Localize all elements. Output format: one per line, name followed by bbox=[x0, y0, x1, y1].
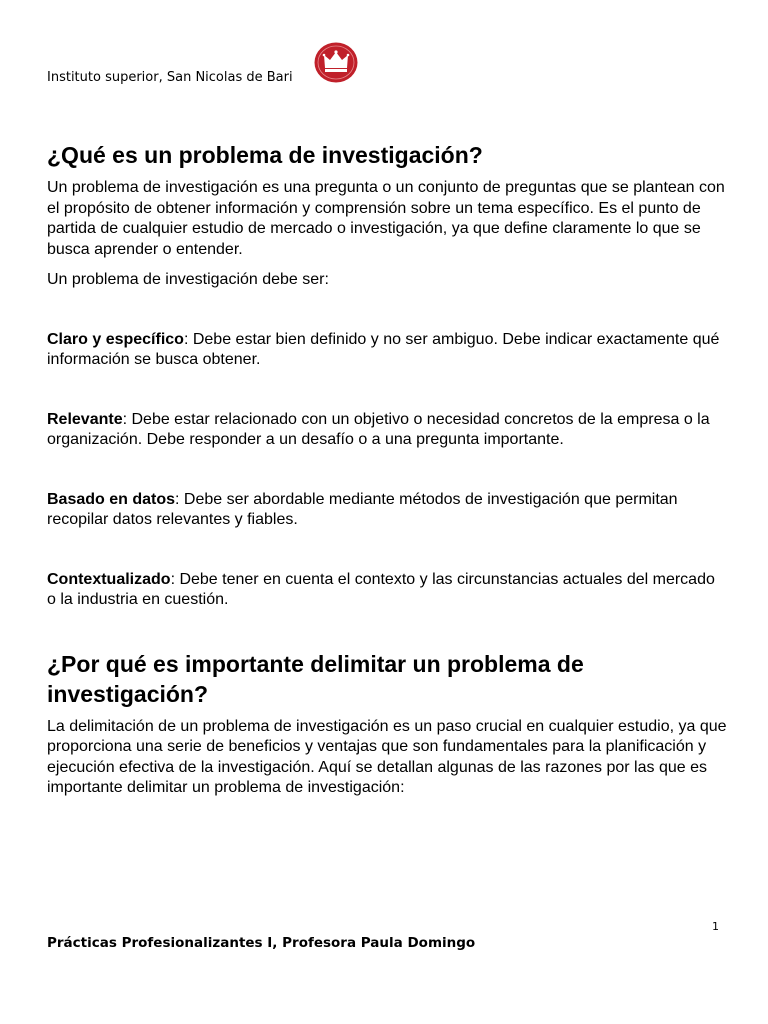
item-text: : Debe tener en cuenta el contexto y las circunstancias actuales del mercado o la industria en cuestión. bbox=[47, 570, 715, 608]
crown-seal-icon bbox=[314, 42, 358, 83]
list-item-basado bbox=[47, 490, 727, 531]
section1-title: ¿Qué es un problema de investigación? bbox=[47, 142, 483, 168]
item-term: Claro y específico bbox=[47, 330, 184, 348]
item-term: Contextualizado bbox=[47, 570, 171, 588]
document-body bbox=[47, 140, 727, 809]
section1-paragraph2: Un problema de investigación debe ser: bbox=[47, 271, 329, 288]
section2-paragraph1: La delimitación de un problema de investigación es un paso crucial en cualquier estudio, ya que proporciona una serie de beneficios y ventajas que son fundamentales para la planificación y ejecución efectiva de la investigación. Aquí se detallan algunas de las razones por las que es importante delimitar un problema de investigación: bbox=[47, 717, 727, 796]
item-term: Basado en datos bbox=[47, 490, 176, 508]
list-item-contextualizado bbox=[47, 570, 727, 611]
section1-paragraph1: Un problema de investigación es una pregunta o un conjunto de preguntas que se plantean con el propósito de obtener información y comprensión sobre un tema específico. Es el punto de partida de cualquier estudio de mercado o investigación, ya que define claramente lo que se busca aprender o entender. bbox=[47, 179, 725, 258]
item-text: : Debe ser abordable mediante métodos de investigación que permitan recopilar datos relevantes y fiables. bbox=[47, 490, 678, 528]
item-text: : Debe estar bien definido y no ser ambiguo. Debe indicar exactamente qué información se busca obtener. bbox=[47, 330, 720, 368]
list-item-relevante bbox=[47, 410, 727, 451]
section2-title: ¿Por qué es importante delimitar un problema de investigación? bbox=[47, 650, 584, 707]
header-institution: Instituto superior, San Nicolas de Bari bbox=[47, 70, 293, 85]
list-item-claro bbox=[47, 330, 727, 371]
page-number: 1 bbox=[712, 920, 719, 933]
item-term: Relevante bbox=[47, 410, 123, 428]
footer-text: Prácticas Profesionalizantes I, Profesora Paula Domingo bbox=[47, 935, 476, 951]
item-text: : Debe estar relacionado con un objetivo o necesidad concretos de la empresa o la organización. Debe responder a un desafío o a una pregunta importante. bbox=[47, 410, 710, 448]
